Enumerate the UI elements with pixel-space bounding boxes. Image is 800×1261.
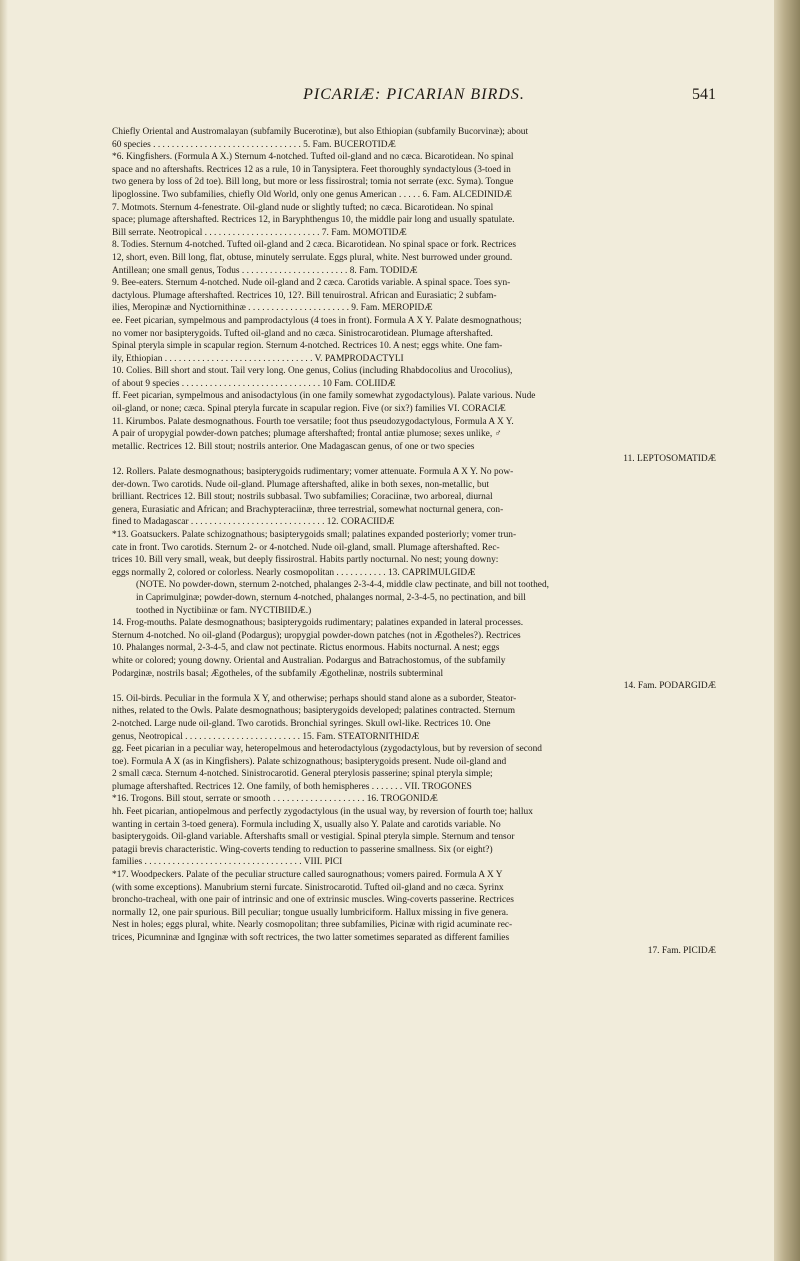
page-left-edge bbox=[0, 0, 8, 1261]
text-line: normally 12, one pair spurious. Bill peculiar; tongue usually lumbriciform. Hallux missing in five genera. bbox=[112, 907, 509, 918]
text-line: ily, Ethiopian . . . . . . . . . . . . . . . . . . . . . . . . . . . . . . . . V. PAMPRODACTYLI bbox=[112, 353, 404, 364]
text-line: Bill serrate. Neotropical . . . . . . . . . . . . . . . . . . . . . . . . . 7. Fam. MOMOTIDÆ bbox=[112, 227, 407, 238]
text-line: trices, Picumninæ and Ignginæ with soft rectrices, the two latter sometimes separated as different families bbox=[112, 933, 510, 943]
text-line: *6. Kingfishers. (Formula A X.) Sternum 4-notched. Tufted oil-gland and no cæca. Bicarotidean. No spinal bbox=[112, 152, 514, 163]
text-line: 12. Rollers. Palate desmognathous; basipterygoids rudimentary; vomer attenuate. Formula A X Y. No pow- bbox=[112, 467, 514, 478]
text-line: *17. Woodpeckers. Palate of the peculiar structure called saurognathous; vomers paired. Formula A X Y bbox=[112, 870, 503, 881]
text-line: 2 small cæca. Sternum 4-notched. Sinistrocarotid. General pterylosis passerine; spinal pteryla simple; bbox=[112, 769, 493, 780]
text-line: *16. Trogons. Bill stout, serrate or smooth . . . . . . . . . . . . . . . . . . . . 16. TROGONIDÆ bbox=[112, 794, 438, 805]
text-line: toe). Formula A X (as in Kingfishers). Palate schizognathous; basipterygoids present. Nude oil-gland and bbox=[112, 756, 507, 767]
text-line: *13. Goatsuckers. Palate schizognathous; basipterygoids small; palatines expanded posteriorly; vomer trun- bbox=[112, 530, 517, 540]
text-line: of about 9 species . . . . . . . . . . . . . . . . . . . . . . . . . . . . . . 10 Fam. COLIIDÆ bbox=[112, 378, 396, 389]
running-head: PICARIÆ: PICARIAN BIRDS. bbox=[303, 86, 525, 103]
text-line: Nest in holes; eggs plural, white. Nearly cosmopolitan; three subfamilies, Picinæ with rigid acuminate rec- bbox=[112, 920, 513, 931]
text-line: Sternum 4-notched. No oil-gland (Podargus); uropygial powder-down patches (not in Ægotheles?). Rectrices bbox=[112, 630, 521, 641]
text-line: wanting in certain 3-toed genera). Formula including X, usually also Y. Palate and carotids variable. No bbox=[112, 819, 501, 830]
text-line: 2-notched. Large nude oil-gland. Two carotids. Bronchial syringes. Skull owl-like. Rectrices 10. One bbox=[112, 718, 491, 729]
text-line: cate in front. Two carotids. Sternum 2- or 4-notched. Nude oil-gland, small. Plumage aftershafted. Rec- bbox=[112, 542, 500, 553]
text-line: white or colored; young downy. Oriental and Australian. Podargus and Batrachostomus, of the subfamily bbox=[112, 655, 506, 666]
text-line: broncho-tracheal, with one pair of intrinsic and one of extrinsic muscles. Wing-coverts passerine. Rectrices bbox=[112, 895, 514, 906]
text-line: genus, Neotropical . . . . . . . . . . . . . . . . . . . . . . . . . 15. Fam. STEATORNITHIDÆ bbox=[112, 731, 420, 742]
text-line: 11. Kirumbos. Palate desmognathous. Fourth toe versatile; foot thus pseudozygodactylous, Formula A X Y. bbox=[112, 416, 514, 427]
text-line: A pair of uropygial powder-down patches; plumage aftershafted; frontal antiæ plumose; sexes unlike, ♂ bbox=[112, 429, 502, 440]
text-line: plumage aftershafted. Rectrices 12. One family, of both hemispheres . . . . . . . VII. TROGONES bbox=[112, 781, 472, 792]
text-line: 11. LEPTOSOMATIDÆ bbox=[623, 454, 716, 465]
text-line: fined to Madagascar . . . . . . . . . . . . . . . . . . . . . . . . . . . . . 12. CORACIIDÆ bbox=[112, 517, 395, 528]
text-line: space and no aftershafts. Rectrices 12 as a rule, 10 in Tanysiptera. Feet thoroughly syndactylous (3-toed in bbox=[112, 164, 511, 175]
text-line: Spinal pteryla simple in scapular region. Sternum 4-notched. Rectrices 10. A nest; eggs white. One fam- bbox=[112, 341, 503, 352]
text-line: two genera by loss of 2d toe). Bill long, but more or less fissirostral; tomia not serrate (exc. Syma). Tongue bbox=[112, 177, 514, 188]
text-line: 60 species . . . . . . . . . . . . . . . . . . . . . . . . . . . . . . . . 5. Fam. BUCEROTIDÆ bbox=[112, 139, 396, 150]
page-body bbox=[112, 126, 716, 957]
page-number: 541 bbox=[692, 86, 716, 103]
text-line: (with some exceptions). Manubrium sterni furcate. Sinistrocarotid. Tufted oil-gland and no cæca. Syrinx bbox=[112, 882, 504, 893]
text-line: lipoglossine. Two subfamilies, chiefly Old World, only one genus American . . . . . 6. Fam. ALCEDINIDÆ bbox=[112, 189, 513, 200]
book-gutter bbox=[774, 0, 800, 1261]
text-line: brilliant. Rectrices 12. Bill stout; nostrils subbasal. Two subfamilies; Coraciinæ, two arboreal, diurnal bbox=[112, 492, 493, 503]
text-line: Podarginæ, nostrils basal; Ægotheles, of the subfamily Ægothelinæ, nostrils subterminal bbox=[112, 668, 444, 679]
text-line: 7. Motmots. Sternum 4-fenestrate. Oil-gland nude or slightly tufted; no cæca. Bicarotidean. No spinal bbox=[112, 202, 494, 213]
text-line: ilies, Meropinæ and Nyctiornithinæ . . . . . . . . . . . . . . . . . . . . . . 9. Fam. MEROPIDÆ bbox=[112, 303, 433, 314]
text-line: 17. Fam. PICIDÆ bbox=[647, 945, 716, 956]
text-line: genera, Eurasiatic and African; and Brachypteraciinæ, three terrestrial, somewhat nocturnal genera, con- bbox=[112, 504, 504, 515]
text-line: ff. Feet picarian, sympelmous and anisodactylous (in one family somewhat zygodactylous). Palate various. Nude bbox=[112, 391, 536, 402]
text-line: in Caprimulginæ; powder-down, sternum 4-notched, phalanges normal, 2-3-4-5, no pectination, and bill bbox=[136, 592, 526, 603]
text-line: hh. Feet picarian, antiopelmous and perfectly zygodactylous (in the usual way, by reversion of fourth toe; hallux bbox=[112, 807, 533, 818]
text-line: metallic. Rectrices 12. Bill stout; nostrils anterior. One Madagascan genus, of one or two species bbox=[112, 441, 475, 452]
text-line: Chiefly Oriental and Austromalayan (subfamily Bucerotinæ), but also Ethiopian (subfamily Bucorvinæ); about bbox=[112, 127, 529, 137]
page-header bbox=[112, 86, 716, 116]
text-line: patagii brevis characteristic. Wing-coverts tending to reduction to passerine smallness. Six (or eight?) bbox=[112, 844, 493, 855]
text-line: 10. Phalanges normal, 2-3-4-5, and claw not pectinate. Rictus enormous. Habits nocturnal. A nest; eggs bbox=[112, 643, 500, 654]
text-line: eggs normally 2, colored or colorless. Nearly cosmopolitan . . . . . . . . . . . 13. CAPRIMULGIDÆ bbox=[112, 567, 476, 578]
text-line: der-down. Two carotids. Nude oil-gland. Plumage aftershafted, alike in both sexes, non-metallic, but bbox=[112, 479, 490, 490]
text-line: toothed in Nyctibiinæ or fam. NYCTIBIIDÆ.) bbox=[136, 605, 312, 616]
text-line: oil-gland, or none; cæca. Spinal pteryla furcate in scapular region. Five (or six?) families VI. CORACIÆ bbox=[112, 404, 506, 415]
text-line: dactylous. Plumage aftershafted. Rectrices 10, 12?. Bill tenuirostral. African and Eurasiatic; 2 subfam- bbox=[112, 290, 497, 301]
text-line: basipterygoids. Oil-gland variable. Aftershafts small or vestigial. Spinal pteryla simple. Sternum and tensor bbox=[112, 832, 515, 843]
text-line: ee. Feet picarian, sympelmous and pamprodactylous (4 toes in front). Formula A X Y. Palate desmognathous; bbox=[112, 315, 522, 326]
text-line: no vomer nor basipterygoids. Tufted oil-gland and no cæca. Sinistrocarotidean. Plumage aftershafted. bbox=[112, 328, 493, 339]
text-line: 14. Frog-mouths. Palate desmognathous; basipterygoids rudimentary; palatines expanded in lateral processes. bbox=[112, 618, 524, 629]
text-line: space; plumage aftershafted. Rectrices 12, in Baryphthengus 10, the middle pair long and usually spatulate. bbox=[112, 215, 515, 226]
book-page bbox=[112, 86, 716, 957]
text-line: 14. Fam. PODARGIDÆ bbox=[623, 681, 716, 692]
text-line: trices 10. Bill very small, weak, but deeply fissirostral. Habits partly nocturnal. No nest; young downy: bbox=[112, 555, 499, 566]
text-line: (NOTE. No powder-down, sternum 2-notched, phalanges 2-3-4-4, middle claw pectinate, and bill not toothed, bbox=[136, 580, 549, 591]
text-line: Antillean; one small genus, Todus . . . . . . . . . . . . . . . . . . . . . . . 8. Fam. TODIDÆ bbox=[112, 265, 418, 276]
text-line: 8. Todies. Sternum 4-notched. Tufted oil-gland and 2 cæca. Bicarotidean. No spinal space or fork. Rectrices bbox=[112, 240, 517, 251]
text-line: 10. Colies. Bill short and stout. Tail very long. One genus, Colius (including Rhabdocolius and Urocolius), bbox=[112, 366, 513, 377]
text-line: nithes, related to the Owls. Palate desmognathous; basipterygoids developed; palatines contracted. Sternum bbox=[112, 706, 516, 717]
text-line: gg. Feet picarian in a peculiar way, heteropelmous and heterodactylous (zygodactylous, but by reversion of second bbox=[112, 744, 542, 755]
text-line: 15. Oil-birds. Peculiar in the formula X Y, and otherwise; perhaps should stand alone as a suborder, Steator- bbox=[112, 693, 517, 704]
text-line: families . . . . . . . . . . . . . . . . . . . . . . . . . . . . . . . . . . VIII. PICI bbox=[112, 857, 343, 868]
text-line: 12, short, even. Bill long, flat, obtuse, minutely serrulate. Eggs plural, white. Nest burrowed under ground. bbox=[112, 252, 513, 263]
text-line: 9. Bee-eaters. Sternum 4-notched. Nude oil-gland and 2 cæca. Carotids variable. A spinal space. Toes syn- bbox=[112, 278, 511, 289]
